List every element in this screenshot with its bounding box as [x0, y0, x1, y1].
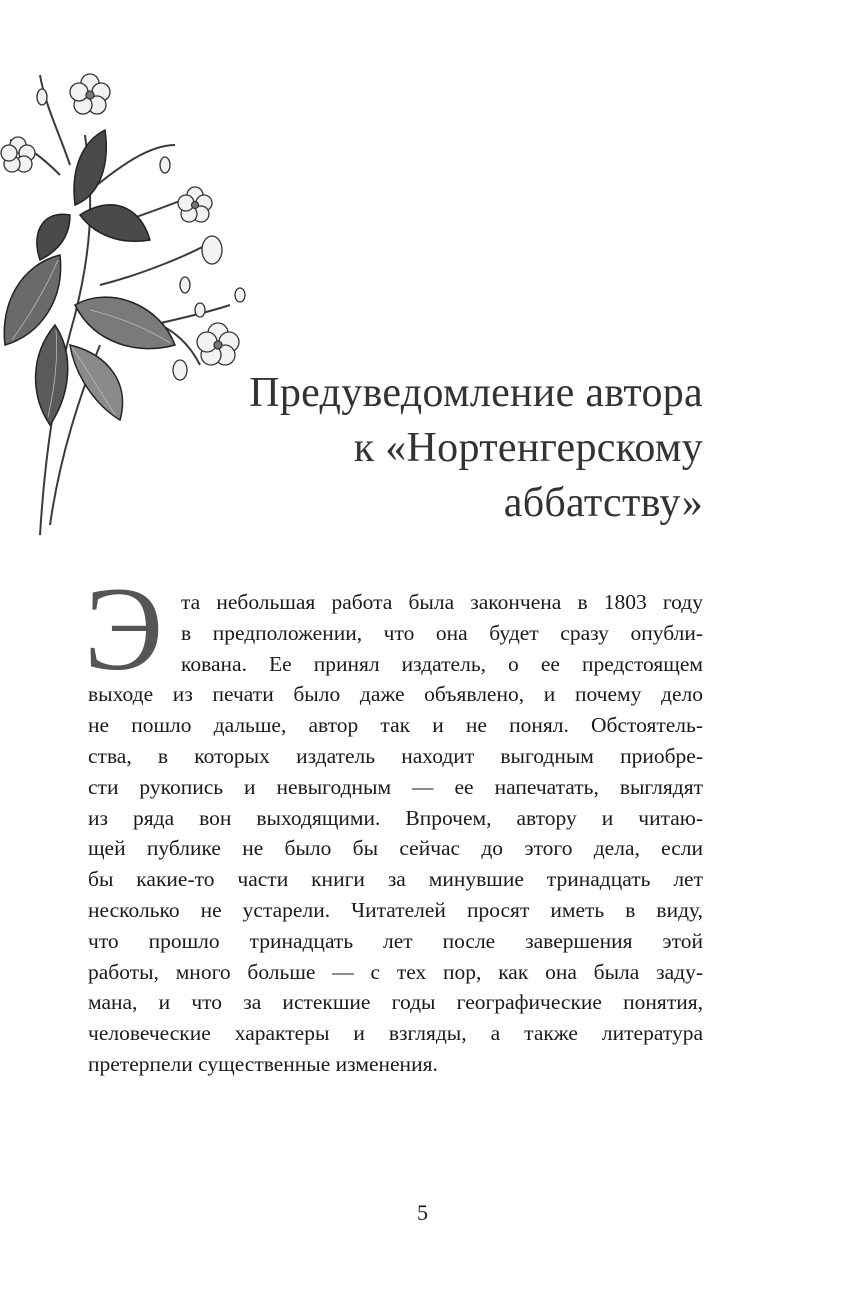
text-line: та небольшая работа была закончена в 1803 году — [181, 590, 703, 614]
chapter-title — [183, 366, 703, 531]
chapter-title-line: Предуведомление автора — [249, 370, 703, 416]
text-line: что прошло тринадцать лет после завершения этой — [88, 928, 703, 953]
text-line: кована. Ее принял издатель, о ее предстоящем — [181, 651, 703, 676]
text-line: ства, в которых издатель находит выгодным приобре- — [88, 743, 703, 768]
text-line: не пошло дальше, автор так и не понял. Обстоятель- — [88, 713, 703, 738]
page-number: 5 — [417, 1200, 428, 1225]
drop-cap: Э — [84, 562, 164, 695]
text-line: в предположении, что она будет сразу опубли- — [181, 620, 703, 645]
text-line: сти рукопись и невыгодным — ее напечатать, выглядят — [88, 774, 703, 799]
text-line: мана, и что за истекшие годы географические понятия, — [88, 990, 703, 1015]
text-line: из ряда вон выходящими. Впрочем, автору и читаю- — [88, 805, 703, 830]
chapter-title-line: к «Нортенгерскому — [353, 425, 703, 471]
body-paragraph — [88, 587, 703, 1080]
text-line: человеческие характеры и взгляды, а также литература — [88, 1021, 703, 1046]
text-line: выходе из печати было даже объявлено, и почему дело — [88, 682, 703, 707]
text-line: щей публике не было бы сейчас до этого дела, если — [88, 836, 703, 861]
text-line: несколько не устарели. Читателей просят иметь в виду, — [88, 897, 703, 922]
text-line: претерпели существенные изменения. — [88, 1051, 438, 1076]
text-line: работы, много больше — с тех пор, как она была заду- — [88, 959, 703, 984]
text-line: бы какие-то части книги за минувшие тринадцать лет — [88, 867, 703, 892]
chapter-title-line: аббатству» — [503, 480, 703, 526]
